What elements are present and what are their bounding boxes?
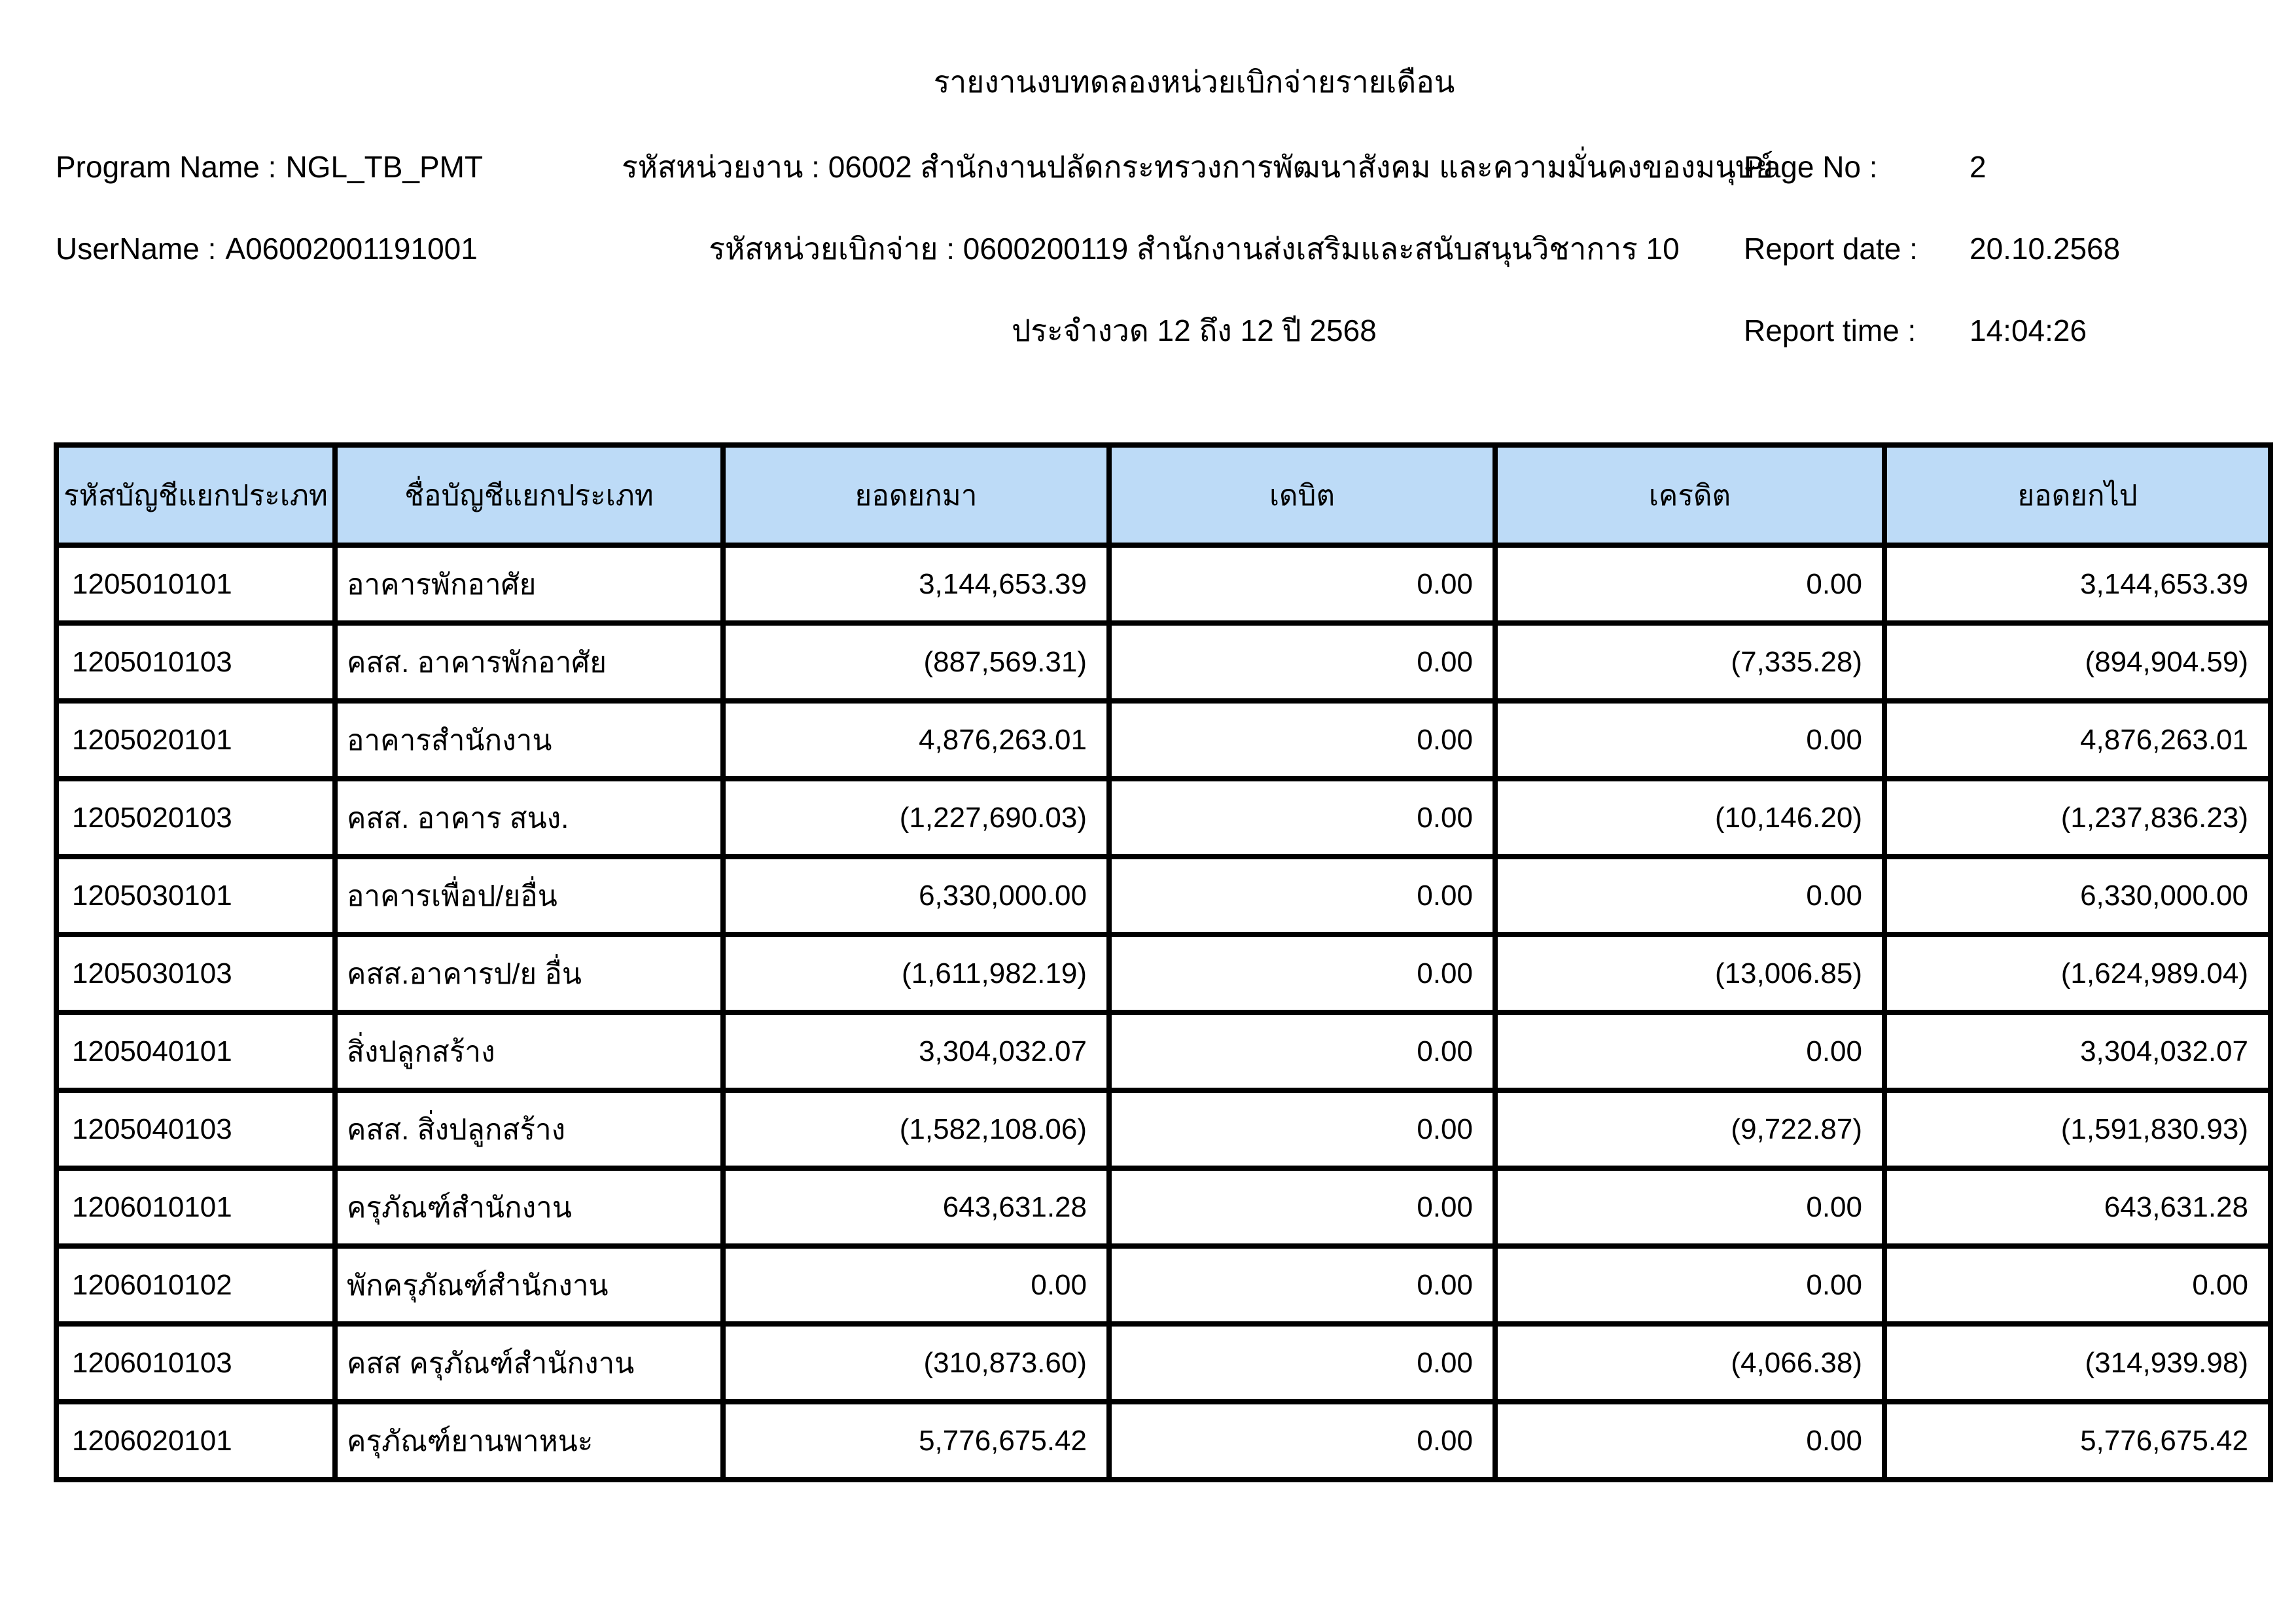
table-row <box>56 701 2270 779</box>
cell-bf: 5,776,675.42 <box>723 1402 1109 1480</box>
cell-cf: 3,304,032.07 <box>1884 1012 2270 1090</box>
cell-cf: 4,876,263.01 <box>1884 701 2270 779</box>
cell-cf: (1,624,989.04) <box>1884 935 2270 1012</box>
cell-bf: 643,631.28 <box>723 1168 1109 1246</box>
cell-code: 1206010101 <box>56 1168 335 1246</box>
cell-credit: 0.00 <box>1495 857 1884 935</box>
cell-debit: 0.00 <box>1109 779 1495 857</box>
cell-code: 1205040101 <box>56 1012 335 1090</box>
report-date-label: Report date : <box>1744 232 1918 266</box>
page-no-value: 2 <box>1969 150 1987 184</box>
cell-name: อาคารเพื่อป/ยอื่น <box>335 857 723 935</box>
cell-credit: (9,722.87) <box>1495 1090 1884 1168</box>
agency-code-line: รหัสหน่วยงาน : 06002 สำนักงานปลัดกระทรวงการพัฒนาสังคม และความมั่นคงของมนุษย์ <box>622 150 1774 184</box>
cell-credit: 0.00 <box>1495 1402 1884 1480</box>
cell-credit: 0.00 <box>1495 1012 1884 1090</box>
cell-cf: 643,631.28 <box>1884 1168 2270 1246</box>
cell-cf: (1,591,830.93) <box>1884 1090 2270 1168</box>
cell-name: คสส. อาคารพักอาศัย <box>335 623 723 701</box>
cell-bf: (887,569.31) <box>723 623 1109 701</box>
cell-cf: 3,144,653.39 <box>1884 545 2270 623</box>
cell-bf: 4,876,263.01 <box>723 701 1109 779</box>
cell-code: 1205020101 <box>56 701 335 779</box>
cell-name: คสส. อาคาร สนง. <box>335 779 723 857</box>
program-name-label: Program Name : <box>56 150 277 184</box>
cell-bf: (1,582,108.06) <box>723 1090 1109 1168</box>
cell-credit: (13,006.85) <box>1495 935 1884 1012</box>
table-header-row <box>56 445 2270 545</box>
cell-debit: 0.00 <box>1109 1090 1495 1168</box>
cell-bf: 3,304,032.07 <box>723 1012 1109 1090</box>
cell-debit: 0.00 <box>1109 1324 1495 1402</box>
username-line <box>56 231 478 267</box>
table-row <box>56 623 2270 701</box>
cell-name: พักครุภัณฑ์สำนักงาน <box>335 1246 723 1324</box>
username-value: A06002001191001 <box>225 232 478 266</box>
column-header-credit: เครดิต <box>1495 445 1884 545</box>
cell-name: สิ่งปลูกสร้าง <box>335 1012 723 1090</box>
period-line: ประจำงวด 12 ถึง 12 ปี 2568 <box>1012 313 1377 348</box>
table-row <box>56 1246 2270 1324</box>
table-row <box>56 779 2270 857</box>
cell-name: อาคารสำนักงาน <box>335 701 723 779</box>
cell-name: คสส ครุภัณฑ์สำนักงาน <box>335 1324 723 1402</box>
cell-debit: 0.00 <box>1109 701 1495 779</box>
program-name-value: NGL_TB_PMT <box>285 150 484 184</box>
cell-cf: 5,776,675.42 <box>1884 1402 2270 1480</box>
cell-debit: 0.00 <box>1109 1012 1495 1090</box>
account-table-body <box>56 545 2270 1480</box>
cell-code: 1205010101 <box>56 545 335 623</box>
cell-name: อาคารพักอาศัย <box>335 545 723 623</box>
cell-name: ครุภัณฑ์สำนักงาน <box>335 1168 723 1246</box>
cell-cf: 6,330,000.00 <box>1884 857 2270 935</box>
cell-name: คสส. สิ่งปลูกสร้าง <box>335 1090 723 1168</box>
cell-code: 1205040103 <box>56 1090 335 1168</box>
cell-code: 1205010103 <box>56 623 335 701</box>
cell-code: 1205030101 <box>56 857 335 935</box>
table-row <box>56 935 2270 1012</box>
cell-credit: (4,066.38) <box>1495 1324 1884 1402</box>
cell-debit: 0.00 <box>1109 623 1495 701</box>
cell-credit: 0.00 <box>1495 1168 1884 1246</box>
cell-name: ครุภัณฑ์ยานพาหนะ <box>335 1402 723 1480</box>
report-time-value: 14:04:26 <box>1969 313 2087 348</box>
cell-code: 1205030103 <box>56 935 335 1012</box>
cell-debit: 0.00 <box>1109 1246 1495 1324</box>
column-header-account-code: รหัสบัญชีแยกประเภท <box>56 445 335 545</box>
table-row <box>56 857 2270 935</box>
cell-bf: (1,611,982.19) <box>723 935 1109 1012</box>
table-row <box>56 1324 2270 1402</box>
username-label: UserName : <box>56 232 217 266</box>
report-date-value: 20.10.2568 <box>1969 232 2121 266</box>
cell-debit: 0.00 <box>1109 935 1495 1012</box>
trial-balance-table <box>54 442 2273 1482</box>
cell-name: คสส.อาคารป/ย อื่น <box>335 935 723 1012</box>
cell-code: 1206020101 <box>56 1402 335 1480</box>
cell-cf: (314,939.98) <box>1884 1324 2270 1402</box>
cell-bf: (1,227,690.03) <box>723 779 1109 857</box>
table-row <box>56 545 2270 623</box>
program-name-line <box>56 149 483 185</box>
column-header-balance-brought-forward: ยอดยกมา <box>723 445 1109 545</box>
table-row <box>56 1012 2270 1090</box>
cell-bf: 0.00 <box>723 1246 1109 1324</box>
disbursing-unit-line: รหัสหน่วยเบิกจ่าย : 0600200119 สำนักงานส่งเสริมและสนับสนุนวิชาการ 10 <box>709 232 1680 266</box>
page-no-label: Page No : <box>1744 150 1878 184</box>
cell-code: 1206010103 <box>56 1324 335 1402</box>
cell-bf: 3,144,653.39 <box>723 545 1109 623</box>
cell-credit: (7,335.28) <box>1495 623 1884 701</box>
cell-debit: 0.00 <box>1109 545 1495 623</box>
cell-cf: (894,904.59) <box>1884 623 2270 701</box>
cell-debit: 0.00 <box>1109 1402 1495 1480</box>
page-title: รายงานงบทดลองหน่วยเบิกจ่ายรายเดือน <box>933 65 1455 99</box>
table-row <box>56 1402 2270 1480</box>
cell-bf: (310,873.60) <box>723 1324 1109 1402</box>
table-row <box>56 1168 2270 1246</box>
cell-credit: 0.00 <box>1495 545 1884 623</box>
cell-cf: 0.00 <box>1884 1246 2270 1324</box>
cell-credit: 0.00 <box>1495 1246 1884 1324</box>
cell-code: 1206010102 <box>56 1246 335 1324</box>
report-time-label: Report time : <box>1744 313 1916 348</box>
cell-credit: (10,146.20) <box>1495 779 1884 857</box>
cell-code: 1205020103 <box>56 779 335 857</box>
column-header-balance-carried-forward: ยอดยกไป <box>1884 445 2270 545</box>
column-header-account-name: ชื่อบัญชีแยกประเภท <box>335 445 723 545</box>
cell-credit: 0.00 <box>1495 701 1884 779</box>
cell-cf: (1,237,836.23) <box>1884 779 2270 857</box>
cell-debit: 0.00 <box>1109 1168 1495 1246</box>
cell-debit: 0.00 <box>1109 857 1495 935</box>
table-row <box>56 1090 2270 1168</box>
cell-bf: 6,330,000.00 <box>723 857 1109 935</box>
column-header-debit: เดบิต <box>1109 445 1495 545</box>
